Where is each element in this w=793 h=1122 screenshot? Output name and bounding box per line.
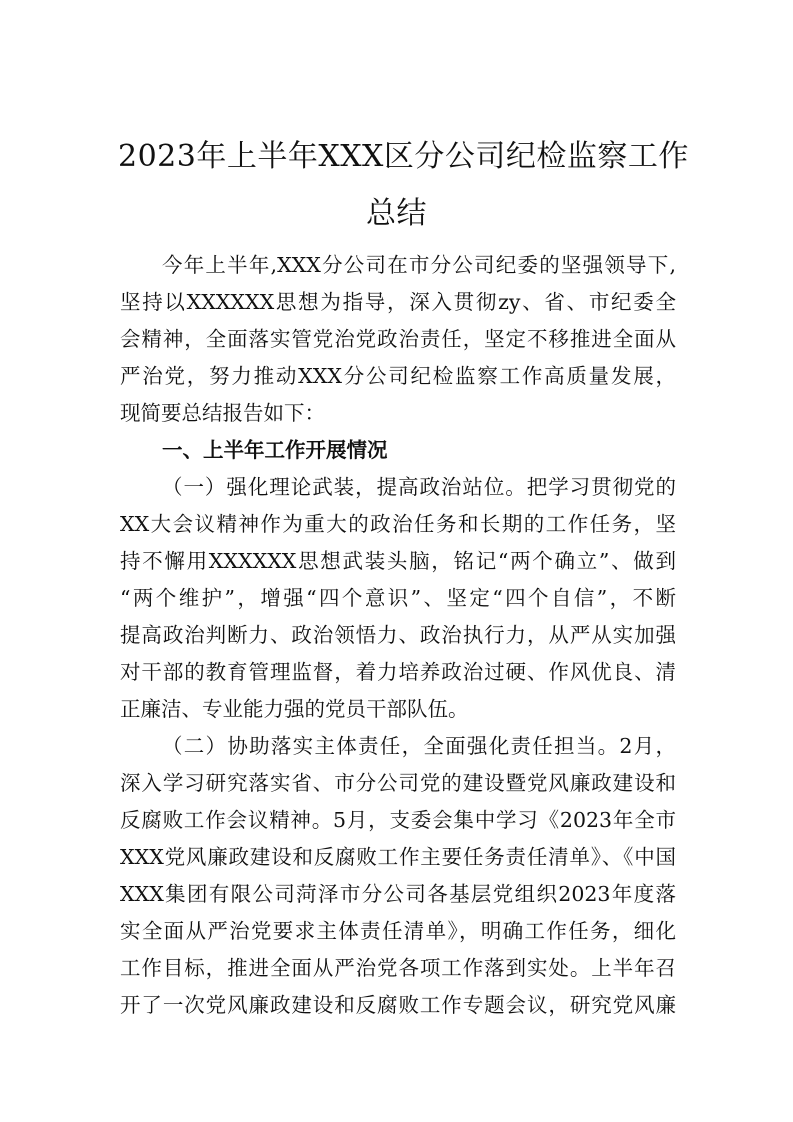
paragraph-3-line-2: 深入学习研究落实省、市分公司党的建设暨党风廉政建设和: [120, 771, 676, 795]
document-title-line-2: 总结: [366, 196, 427, 231]
paragraph-2-line-5: 提高政治判断力、政治领悟力、政治执行力，从严从实加强: [120, 623, 676, 647]
paragraph-2-line-7: 正廉洁、专业能力强的党员干部队伍。: [120, 697, 469, 721]
paragraph-2-line-1: （一）强化理论武装，提高政治站位。把学习贯彻党的: [162, 475, 676, 499]
paragraph-1-line-4: 严治党，努力推动XXX分公司纪检监察工作高质量发展，: [120, 364, 676, 388]
paragraph-2-line-3: 持不懈用XXXXXX思想武装头脑，铭记“两个确立”、做到: [120, 549, 676, 573]
paragraph-1-line-5: 现简要总结报告如下：: [120, 401, 325, 425]
paragraph-2-line-6: 对干部的教育管理监督，着力培养政治过硬、作风优良、清: [120, 660, 676, 684]
paragraph-3-line-5: XXX集团有限公司菏泽市分公司各基层党组织2023年度落: [120, 882, 676, 906]
paragraph-2-line-4: “两个维护”，增强“四个意识”、坚定“四个自信”，不断: [120, 586, 676, 610]
paragraph-3-line-3: 反腐败工作会议精神。5月，支委会集中学习《2023年全市: [120, 808, 676, 832]
paragraph-2-line-2: XX大会议精神作为重大的政治任务和长期的工作任务，坚: [120, 512, 676, 536]
paragraph-3-line-7: 工作目标，推进全面从严治党各项工作落到实处。上半年召: [120, 956, 676, 980]
paragraph-3-line-8: 开了一次党风廉政建设和反腐败工作专题会议，研究党风廉: [120, 993, 676, 1017]
paragraph-1-line-1: 今年上半年,XXX分公司在市分公司纪委的坚强领导下,: [162, 253, 676, 277]
paragraph-3-line-6: 实全面从严治党要求主体责任清单》，明确工作任务，细化: [120, 919, 676, 943]
document-title-line-1: 2023年上半年XXX区分公司纪检监察工作: [118, 139, 689, 174]
section-heading-1: 一、上半年工作开展情况: [162, 438, 388, 462]
paragraph-3-line-1: （二）协助落实主体责任，全面强化责任担当。2月，: [162, 734, 676, 758]
paragraph-3-line-4: XXX党风廉政建设和反腐败工作主要任务责任清单》、《中国: [120, 845, 676, 869]
paragraph-1-line-3: 会精神，全面落实管党治党政治责任，坚定不移推进全面从: [120, 327, 676, 351]
paragraph-1-line-2: 坚持以XXXXXX思想为指导，深入贯彻zy、省、市纪委全: [120, 290, 676, 314]
